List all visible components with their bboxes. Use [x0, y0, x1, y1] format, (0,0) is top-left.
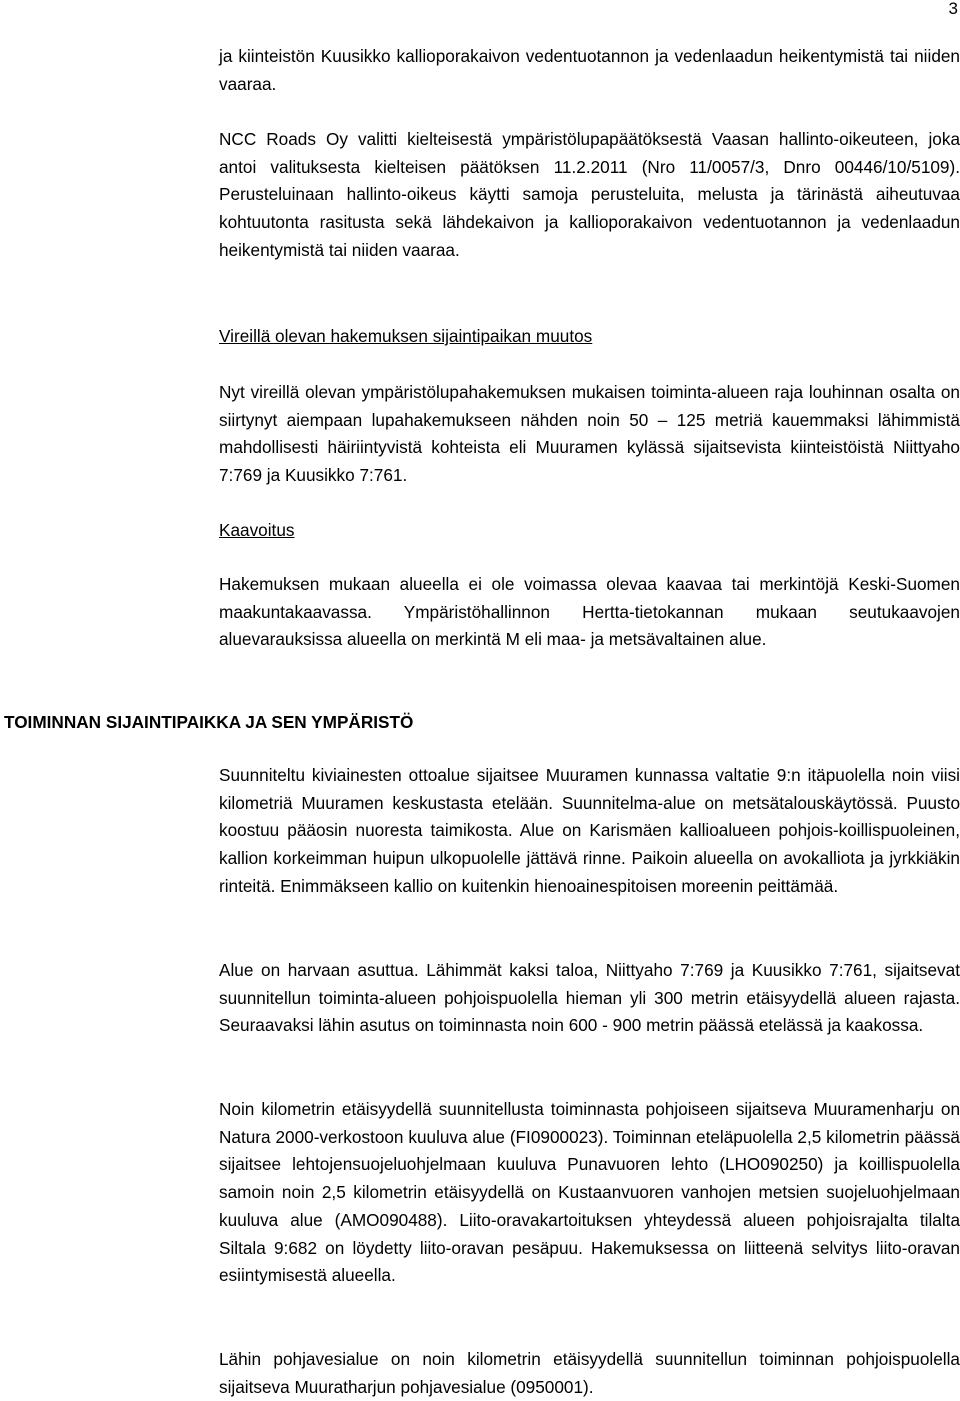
- paragraph-text: Lähin pohjavesialue on noin kilometrin etäisyydellä suunnitellun toiminnan pohjoispuolella sijaitseva Muuratharjun pohjavesialue (0950001).: [219, 1349, 960, 1397]
- paragraph-previous-continuation: [219, 43, 960, 98]
- paragraph-protected-areas: [219, 1096, 960, 1290]
- paragraph-text: NCC Roads Oy valitti kielteisestä ympäristölupapäätöksestä Vaasan hallinto-oikeuteen, joka antoi valituksesta kielteisen päätöksen 11.2.2011 (Nro 11/0057/3, Dnro 00446/10/5109). Perusteluinaan hallinto-oikeus käytti samoja perusteluita, melusta ja tärinästä aiheutuvaa kohtuutonta rasitusta sekä lähdekaivon ja kallioporakaivon vedentuotannon ja vedenlaadun heikentymistä tai niiden vaaraa.: [219, 129, 960, 260]
- section-heading-location-environment: TOIMINNAN SIJAINTIPAIKKA JA SEN YMPÄRISTÖ: [4, 712, 414, 732]
- paragraph-site-description: [219, 762, 960, 901]
- paragraph-text: Nyt vireillä olevan ympäristölupahakemuksen mukaisen toiminta-alueen raja louhinnan osalta on siirtynyt aiempaan lupahakemukseen nähden noin 50 – 125 metriä kauemmaksi lähimmistä mahdollisesti häiriintyvistä kohteista eli Muuramen kylässä sijaitsevista kiinteistöistä Niittyaho 7:769 ja Kuusikko 7:761.: [219, 382, 960, 486]
- paragraph-location-change: [219, 379, 960, 490]
- subheading-zoning: Kaavoitus: [219, 520, 295, 540]
- paragraph-text: Alue on harvaan asuttua. Lähimmät kaksi taloa, Niittyaho 7:769 ja Kuusikko 7:761, sijaitsevat suunnitellun toiminta-alueen pohjoispuolella hieman yli 300 metrin etäisyydellä alueen rajasta. Seuraavaksi lähin asutus on toiminnasta noin 600 - 900 metrin päässä etelässä ja kaakossa.: [219, 960, 960, 1036]
- paragraph-appeal: [219, 126, 960, 265]
- paragraph-text: Hakemuksen mukaan alueella ei ole voimassa olevaa kaavaa tai merkintöjä Keski-Suomen maakuntakaavassa. Ympäristöhallinnon Hertta-tietokannan mukaan seutukaavojen aluevarauksissa alueella on merkintä M eli maa- ja metsävaltainen alue.: [219, 574, 960, 650]
- paragraph-text: Noin kilometrin etäisyydellä suunnitellusta toiminnasta pohjoiseen sijaitseva Muuramenharju on Natura 2000-verkostoon kuuluva alue (FI0900023). Toiminnan eteläpuolella 2,5 kilometrin päässä sijaitsee lehtojensuojeluohjelmaan kuuluva Punavuoren lehto (LHO090250) ja koillispuolella samoin noin 2,5 kilometrin etäisyydellä on Kustaanvuoren vanhojen metsien suojeluohjelmaan kuuluva alue (AMO090488). Liito-oravakartoituksen yhteydessä alueen pohjoisrajalta tilalta Siltala 9:682 on löydetty liito-oravan pesäpuu. Hakemuksessa on liitteenä selvitys liito-oravan esiintymisestä alueella.: [219, 1099, 960, 1286]
- subheading-location-change: Vireillä olevan hakemuksen sijaintipaikan muutos: [219, 326, 593, 346]
- paragraph-groundwater: [219, 1346, 960, 1401]
- paragraph-text: Suunniteltu kiviainesten ottoalue sijaitsee Muuramen kunnassa valtatie 9:n itäpuolella noin viisi kilometriä Muuramen keskustasta etelään. Suunnitelma-alue on metsätalouskäytössä. Puusto koostuu pääosin nuoresta taimikosta. Alue on Karismäen kallioalueen pohjois-koillispuoleinen, kallion korkeimman huipun ulkopuolelle jättävä rinne. Paikoin alueella on avokalliota ja jyrkkiäkin rinteitä. Enimmäkseen kallio on kuitenkin hienoainespitoisen moreenin peittämää.: [219, 765, 960, 896]
- page-number: 3: [948, 0, 958, 18]
- paragraph-text: ja kiinteistön Kuusikko kallioporakaivon vedentuotannon ja vedenlaadun heikentymistä tai niiden vaaraa.: [219, 46, 960, 94]
- paragraph-zoning: [219, 571, 960, 654]
- paragraph-settlement: [219, 957, 960, 1040]
